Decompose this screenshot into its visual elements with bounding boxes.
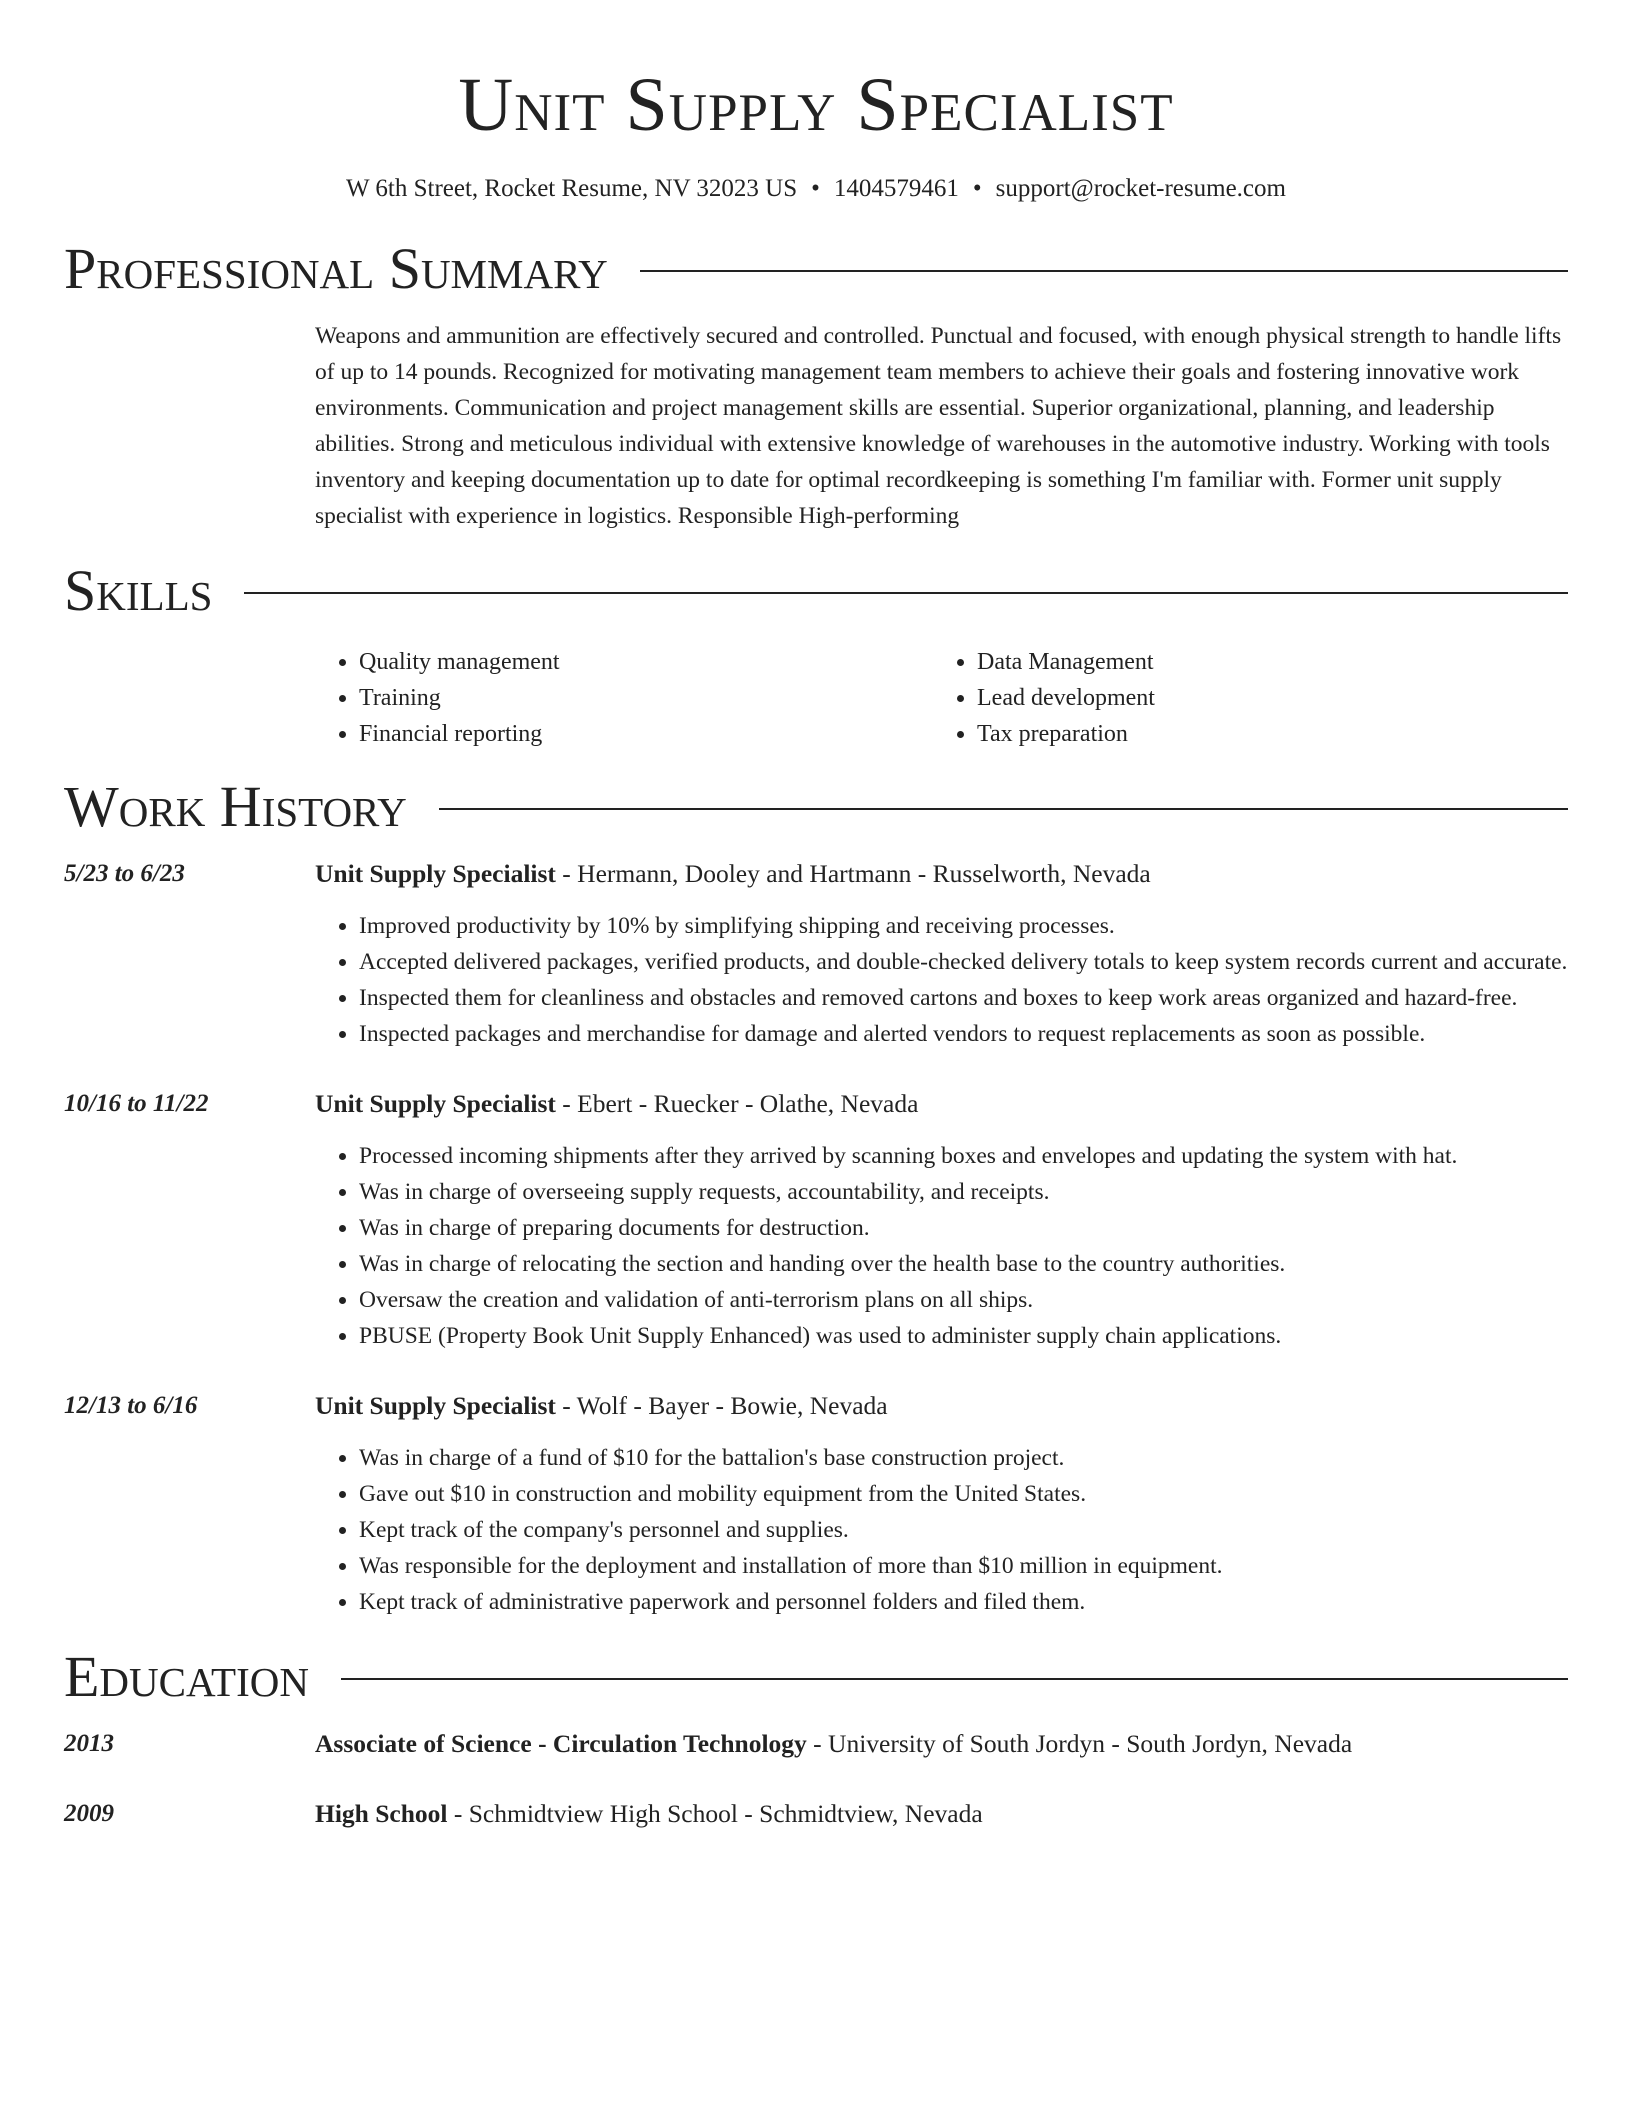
job-role: Unit Supply Specialist: [315, 859, 556, 888]
education-entry: [64, 1796, 1568, 1832]
education-degree: High School: [315, 1799, 448, 1828]
job-bullet: • Was in charge of preparing documents for destruction.: [359, 1210, 1568, 1246]
job-bullets: [315, 1440, 1568, 1620]
contact-phone: 1404579461: [833, 175, 959, 202]
skills-list: [315, 644, 1568, 752]
skill-item: • Data Management: [977, 644, 1551, 680]
skill-item: • Quality management: [359, 644, 933, 680]
skill-item: • Tax preparation: [977, 716, 1551, 752]
job-body: [315, 1086, 1568, 1354]
job-dates: 12/13 to 6/16: [64, 1392, 198, 1419]
job-bullet: • Was in charge of relocating the section and handing over the health base to the country authorities.: [359, 1246, 1568, 1282]
education-title: [315, 1796, 983, 1832]
skill-item: • Financial reporting: [359, 716, 933, 752]
job-role: Unit Supply Specialist: [315, 1089, 556, 1118]
contact-separator: •: [811, 175, 820, 202]
job-bullet: • Was responsible for the deployment and installation of more than $10 million in equipment.: [359, 1548, 1568, 1584]
summary-text: Weapons and ammunition are effectively secured and controlled. Punctual and focused, with enough physical strength to handle lifts of up to 14 pounds. Recognized for motivating management team members to achieve their goals and fostering innovative work environments. Communication and project management skills are essential. Superior organizational, planning, and leadership abilities. Strong and meticulous individual with extensive knowledge of warehouses in the automotive industry. Working with tools inventory and keeping documentation up to date for optimal recordkeeping is something I'm familiar with. Former unit supply specialist with experience in logistics. Responsible High-performing: [315, 323, 1562, 529]
education-school: - University of South Jordyn - South Jordyn, Nevada: [806, 1729, 1353, 1758]
skills-column-left: [315, 644, 933, 752]
job-bullet: • Inspected them for cleanliness and obstacles and removed cartons and boxes to keep work areas organized and hazard-free.: [359, 980, 1568, 1016]
section-divider: [244, 592, 1568, 594]
job-bullet: • Accepted delivered packages, verified products, and double-checked delivery totals to keep system records current and accurate.: [359, 944, 1568, 980]
job-bullet: • Gave out $10 in construction and mobility equipment from the United States.: [359, 1476, 1568, 1512]
job-bullet: • PBUSE (Property Book Unit Supply Enhanced) was used to administer supply chain applications.: [359, 1318, 1568, 1354]
job-dates: 5/23 to 6/23: [64, 860, 185, 887]
job-bullet: • Kept track of administrative paperwork and personnel folders and filed them.: [359, 1584, 1568, 1620]
job-bullet: • Oversaw the creation and validation of anti-terrorism plans on all ships.: [359, 1282, 1568, 1318]
job-bullet: • Was in charge of overseeing supply requests, accountability, and receipts.: [359, 1174, 1568, 1210]
education-entry: [64, 1726, 1568, 1762]
job-bullet: • Was in charge of a fund of $10 for the battalion's base construction project.: [359, 1440, 1568, 1476]
contact-separator: •: [972, 175, 982, 202]
skill-item: • Lead development: [977, 680, 1551, 716]
section-title-skills: Skills: [64, 558, 213, 623]
section-title-work-history: Work History: [64, 774, 407, 839]
job-bullet: • Improved productivity by 10% by simplifying shipping and receiving processes.: [359, 908, 1568, 944]
skill-item: • Training: [359, 680, 933, 716]
job-dates: 10/16 to 11/22: [64, 1090, 209, 1117]
education-year: 2013: [64, 1730, 114, 1757]
job-entry: [64, 1086, 1568, 1354]
job-bullets: [315, 908, 1568, 1052]
section-title-education: Education: [64, 1644, 309, 1709]
contact-line: [64, 172, 1568, 206]
section-header-education: [64, 1642, 1568, 1712]
job-role: Unit Supply Specialist: [315, 1391, 556, 1420]
job-title: [315, 1086, 1568, 1122]
job-title: [315, 1388, 1568, 1424]
section-divider: [341, 1678, 1568, 1680]
job-employer: - Hermann, Dooley and Hartmann - Russelworth, Nevada: [555, 859, 1151, 888]
education-degree: Associate of Science - Circulation Technology: [315, 1729, 807, 1758]
contact-address: W 6th Street, Rocket Resume, NV 32023 US: [346, 175, 798, 202]
skills-column-right: [933, 644, 1551, 752]
job-body: [315, 856, 1568, 1052]
section-header-skills: [64, 556, 1568, 626]
job-title: [315, 856, 1568, 892]
education-year: 2009: [64, 1800, 114, 1827]
job-entry: [64, 856, 1568, 1052]
job-employer: - Ebert - Ruecker - Olathe, Nevada: [555, 1089, 919, 1118]
education-school: - Schmidtview High School - Schmidtview, Nevada: [447, 1799, 983, 1828]
job-bullet: • Kept track of the company's personnel and supplies.: [359, 1512, 1568, 1548]
job-bullets: [315, 1138, 1568, 1354]
contact-email: support@rocket-resume.com: [995, 175, 1286, 202]
job-body: [315, 1388, 1568, 1620]
section-divider: [439, 808, 1568, 810]
section-divider: [640, 270, 1568, 272]
resume-page: [64, 0, 1568, 1832]
section-header-work-history: [64, 772, 1568, 842]
section-header-summary: [64, 234, 1568, 304]
candidate-name: Unit Supply Specialist: [458, 63, 1174, 147]
job-entry: [64, 1388, 1568, 1620]
job-bullet: • Inspected packages and merchandise for damage and alerted vendors to request replacements as soon as possible.: [359, 1016, 1568, 1052]
section-title-summary: Professional Summary: [64, 236, 608, 301]
education-title: [315, 1726, 1352, 1762]
job-employer: - Wolf - Bayer - Bowie, Nevada: [555, 1391, 888, 1420]
job-bullet: • Processed incoming shipments after they arrived by scanning boxes and envelopes and updating the system with hat.: [359, 1138, 1568, 1174]
